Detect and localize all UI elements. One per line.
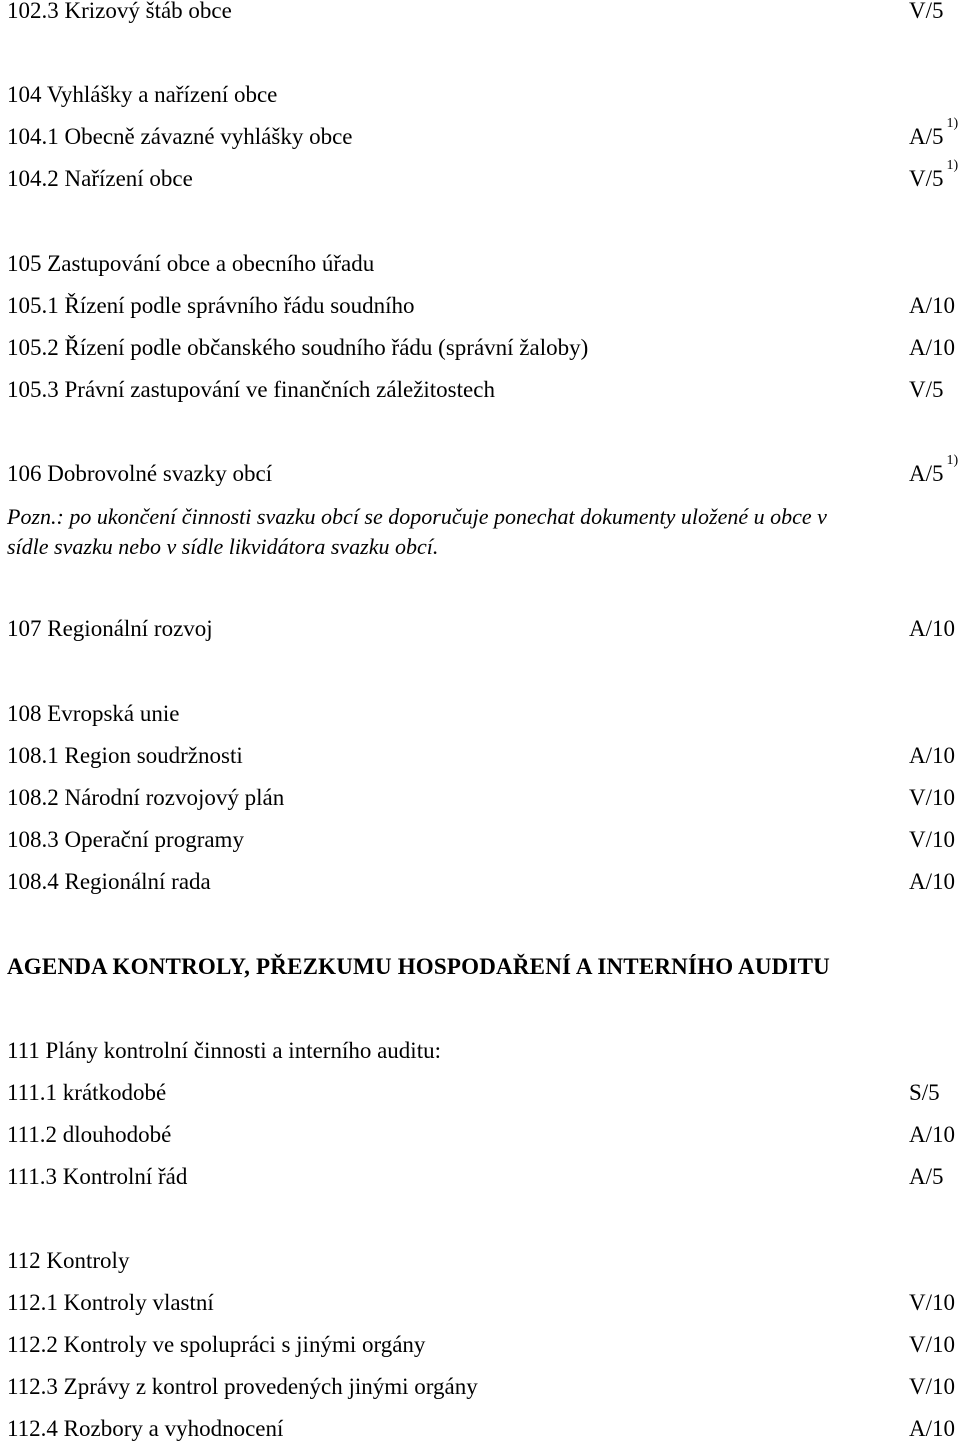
retention-code: A/5 xyxy=(909,1164,944,1189)
list-item: 111 Plány kontrolní činnosti a interního auditu: xyxy=(7,1038,441,1063)
list-item: 105.3 Právní zastupování ve finančních záležitostech V/5 xyxy=(7,377,944,402)
list-item: 112.4 Rozbory a vyhodnocení A/10 xyxy=(7,1416,955,1441)
list-item: 107 Regionální rozvoj A/10 xyxy=(7,616,955,641)
list-item: 112.3 Zprávy z kontrol provedených jinými orgány V/10 xyxy=(7,1374,955,1399)
retention-code: A/10 xyxy=(909,335,955,360)
retention-code: A/10 xyxy=(909,293,955,318)
list-item: 104.2 Nařízení obce V/5$^{1)}$ xyxy=(7,158,959,191)
retention-code: V/5 xyxy=(909,377,944,402)
list-item: 111.2 dlouhodobé A/10 xyxy=(7,1122,955,1147)
retention-code: A/10 xyxy=(909,743,955,768)
note-paragraph: Pozn.: po ukončení činnosti svazku obcí se doporučuje ponechat dokumenty uložené u obce v sídle svazku nebo v sídle likvidátora svazku obcí. xyxy=(7,504,827,559)
retention-code: A/5$^{1)}$ xyxy=(909,116,959,149)
list-item: 108 Evropská unie xyxy=(7,701,180,726)
retention-code: A/10 xyxy=(909,616,955,641)
list-item: 108.4 Regionální rada A/10 xyxy=(7,869,955,894)
retention-code: A/10 xyxy=(909,1122,955,1147)
retention-code: V/10 xyxy=(909,1290,955,1315)
footnote-marker: 1) xyxy=(946,158,959,173)
list-item: 112 Kontroly xyxy=(7,1248,130,1273)
retention-code: V/5 xyxy=(909,0,944,23)
section-heading: AGENDA KONTROLY, PŘEZKUMU HOSPODAŘENÍ A INTERNÍHO AUDITU xyxy=(7,954,830,979)
list-item: 111.1 krátkodobé S/5 xyxy=(7,1080,940,1105)
retention-code: A/10 xyxy=(909,1416,955,1441)
retention-code: A/10 xyxy=(909,869,955,894)
retention-code: S/5 xyxy=(909,1080,940,1105)
list-item: 108.3 Operační programy V/10 xyxy=(7,827,955,852)
retention-code: V/10 xyxy=(909,1332,955,1357)
retention-code: V/10 xyxy=(909,1374,955,1399)
retention-code: V/10 xyxy=(909,785,955,810)
list-item: 105.1 Řízení podle správního řádu soudního A/10 xyxy=(7,293,955,318)
footnote-marker: 1) xyxy=(946,453,959,468)
list-item: 104.1 Obecně závazné vyhlášky obce A/5$^{1)}$ xyxy=(7,116,959,149)
retention-code: V/10 xyxy=(909,827,955,852)
list-item: 105 Zastupování obce a obecního úřadu xyxy=(7,251,375,276)
list-item: 105.2 Řízení podle občanského soudního řádu (správní žaloby) A/10 xyxy=(7,335,955,360)
list-item: 102.3 Krizový štáb obce V/5 xyxy=(7,0,958,27)
list-item: 106 Dobrovolné svazky obcí A/5$^{1)}$ xyxy=(7,453,959,486)
list-item: 108.1 Region soudržnosti A/10 xyxy=(7,743,955,768)
list-item: 108.2 Národní rozvojový plán V/10 xyxy=(7,785,955,810)
retention-code: A/5$^{1)}$ xyxy=(909,453,959,486)
list-item: 111.3 Kontrolní řád A/5 xyxy=(7,1164,944,1189)
retention-code: V/5$^{1)}$ xyxy=(909,158,959,191)
footnote-marker: 1) xyxy=(946,116,959,131)
list-item: 112.2 Kontroly ve spolupráci s jinými orgány V/10 xyxy=(7,1332,955,1357)
list-item: 104 Vyhlášky a nařízení obce xyxy=(7,82,278,107)
list-item: 112.1 Kontroly vlastní V/10 xyxy=(7,1290,955,1315)
